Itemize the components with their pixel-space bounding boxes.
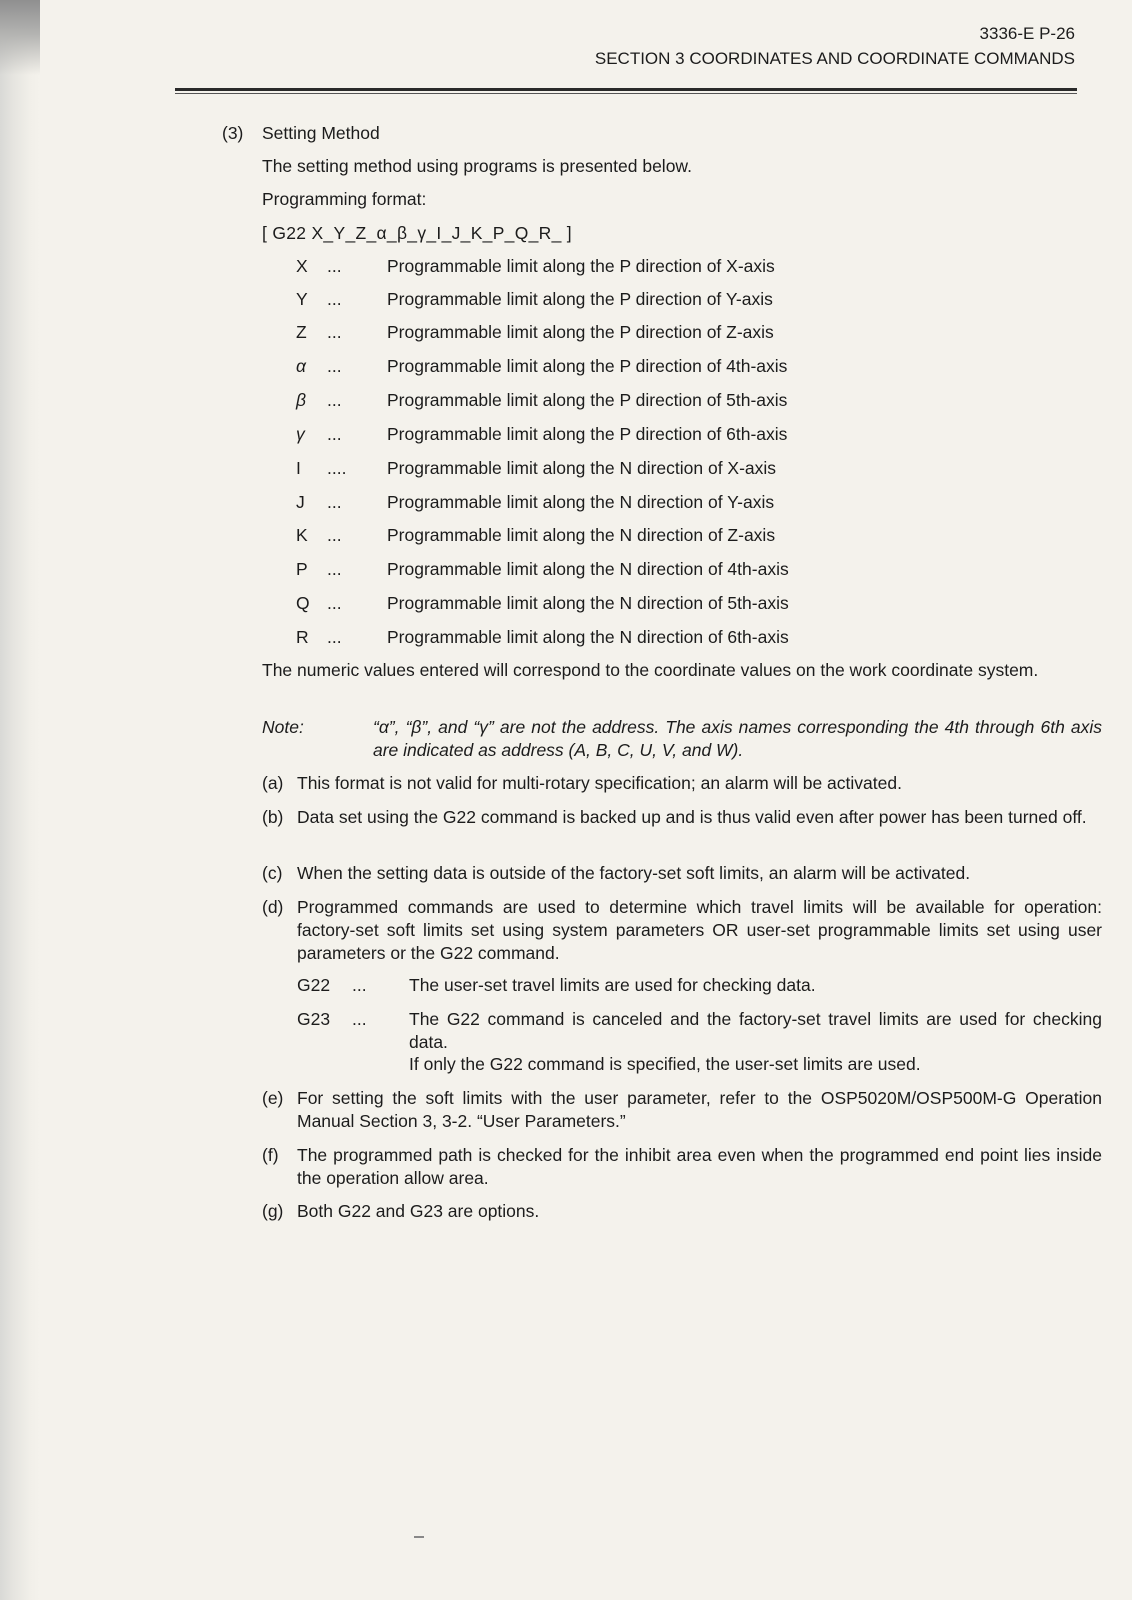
list-item bbox=[262, 491, 822, 514]
address-code: P bbox=[296, 559, 308, 579]
leader-dots: ... bbox=[327, 627, 342, 647]
list-item bbox=[262, 457, 822, 480]
address-code: R bbox=[296, 627, 309, 647]
item-text: Programmed commands are used to determine which travel limits will be available for operation: factory-set soft limits set using system parameters OR user-set programmable limits set using user parameters or the G22 command. bbox=[297, 897, 1102, 963]
leader-dots: ... bbox=[327, 356, 342, 376]
list-item bbox=[262, 626, 822, 649]
item-label: (g) bbox=[262, 1201, 284, 1221]
item-label: (c) bbox=[262, 863, 283, 883]
address-code: K bbox=[296, 525, 308, 545]
address-code: Y bbox=[296, 289, 308, 309]
address-description: Programmable limit along the P direction of 5th-axis bbox=[387, 390, 788, 410]
stray-mark bbox=[414, 1536, 424, 1538]
list-item bbox=[262, 288, 822, 311]
item-label: (f) bbox=[262, 1145, 279, 1165]
address-description: Programmable limit along the N direction of 6th-axis bbox=[387, 627, 789, 647]
item-text: The programmed path is checked for the inhibit area even when the programmed end point lies inside the operation allow area. bbox=[297, 1145, 1102, 1188]
list-item bbox=[262, 255, 822, 278]
item-label: (d) bbox=[262, 897, 284, 917]
section-title: SECTION 3 COORDINATES AND COORDINATE COMMANDS bbox=[594, 49, 1075, 68]
item-label: (e) bbox=[262, 1088, 284, 1108]
leader-dots: ... bbox=[327, 322, 342, 342]
leader-dots: ... bbox=[352, 975, 367, 995]
note-text: “α”, “β”, and “γ” are not the address. The axis names corresponding the 4th through 6th axis are indicated as address (A, B, C, U, V, and W). bbox=[373, 717, 1102, 760]
address-code: Z bbox=[296, 322, 307, 342]
address-description: Programmable limit along the N direction of 4th-axis bbox=[387, 559, 789, 579]
leader-dots: ... bbox=[327, 559, 342, 579]
address-code: α bbox=[296, 356, 306, 376]
address-code: X bbox=[296, 256, 308, 276]
item-text: Both G22 and G23 are options. bbox=[297, 1201, 540, 1221]
list-item bbox=[262, 592, 822, 615]
item-label: (b) bbox=[262, 807, 284, 827]
intro-text: The setting method using programs is presented below. bbox=[262, 156, 692, 176]
leader-dots: ... bbox=[327, 525, 342, 545]
leader-dots: ... bbox=[327, 492, 342, 512]
address-code: Q bbox=[296, 593, 310, 613]
list-item bbox=[262, 558, 822, 581]
address-description: Programmable limit along the N direction of Y-axis bbox=[387, 492, 775, 512]
address-code: J bbox=[296, 492, 305, 512]
g-code-extra: If only the G22 command is specified, the user-set limits are used. bbox=[409, 1054, 921, 1074]
list-item bbox=[262, 389, 822, 412]
doc-code: 3336-E P-26 bbox=[979, 24, 1075, 43]
address-description: Programmable limit along the N direction of 5th-axis bbox=[387, 593, 789, 613]
address-description: Programmable limit along the P direction of Y-axis bbox=[387, 289, 773, 309]
leader-dots: .... bbox=[327, 458, 347, 478]
numeric-values-note: The numeric values entered will correspond to the coordinate values on the work coordinate system. bbox=[262, 660, 1039, 680]
address-description: Programmable limit along the P direction of Z-axis bbox=[387, 322, 774, 342]
leader-dots: ... bbox=[327, 593, 342, 613]
list-item bbox=[262, 524, 822, 547]
leader-dots: ... bbox=[327, 424, 342, 444]
address-description: Programmable limit along the P direction of 4th-axis bbox=[387, 356, 788, 376]
address-description: Programmable limit along the N direction of Z-axis bbox=[387, 525, 776, 545]
address-description: Programmable limit along the N direction of X-axis bbox=[387, 458, 777, 478]
subsection-title: Setting Method bbox=[262, 123, 380, 143]
leader-dots: ... bbox=[327, 289, 342, 309]
list-item bbox=[262, 321, 822, 344]
leader-dots: ... bbox=[352, 1009, 367, 1029]
item-text: This format is not valid for multi-rotary specification; an alarm will be activated. bbox=[297, 773, 902, 793]
list-item bbox=[262, 423, 822, 446]
format-line: [ G22 X_Y_Z_α_β_γ_I_J_K_P_Q_R_ ] bbox=[262, 223, 572, 243]
leader-dots: ... bbox=[327, 390, 342, 410]
address-code: β bbox=[296, 390, 306, 410]
address-code: I bbox=[296, 458, 301, 478]
address-description: Programmable limit along the P direction of X-axis bbox=[387, 256, 775, 276]
leader-dots: ... bbox=[327, 256, 342, 276]
address-description: Programmable limit along the P direction of 6th-axis bbox=[387, 424, 788, 444]
item-text: For setting the soft limits with the user parameter, refer to the OSP5020M/OSP500M-G Operation Manual Section 3, 3-2. “User Parameters.” bbox=[297, 1088, 1102, 1131]
g-code: G22 bbox=[297, 975, 331, 995]
g-code-description: The user-set travel limits are used for checking data. bbox=[409, 975, 816, 995]
item-text: When the setting data is outside of the factory-set soft limits, an alarm will be activated. bbox=[297, 863, 971, 883]
item-text: Data set using the G22 command is backed up and is thus valid even after power has been turned off. bbox=[297, 807, 1087, 827]
address-code: γ bbox=[296, 424, 305, 444]
item-label: (a) bbox=[262, 773, 284, 793]
g-code: G23 bbox=[297, 1009, 331, 1029]
subsection-number: (3) bbox=[222, 123, 244, 143]
note-label: Note: bbox=[262, 717, 304, 737]
list-item bbox=[262, 355, 822, 378]
format-label: Programming format: bbox=[262, 189, 427, 209]
g-code-description: The G22 command is canceled and the factory-set travel limits are used for checking data. bbox=[409, 1009, 1102, 1052]
